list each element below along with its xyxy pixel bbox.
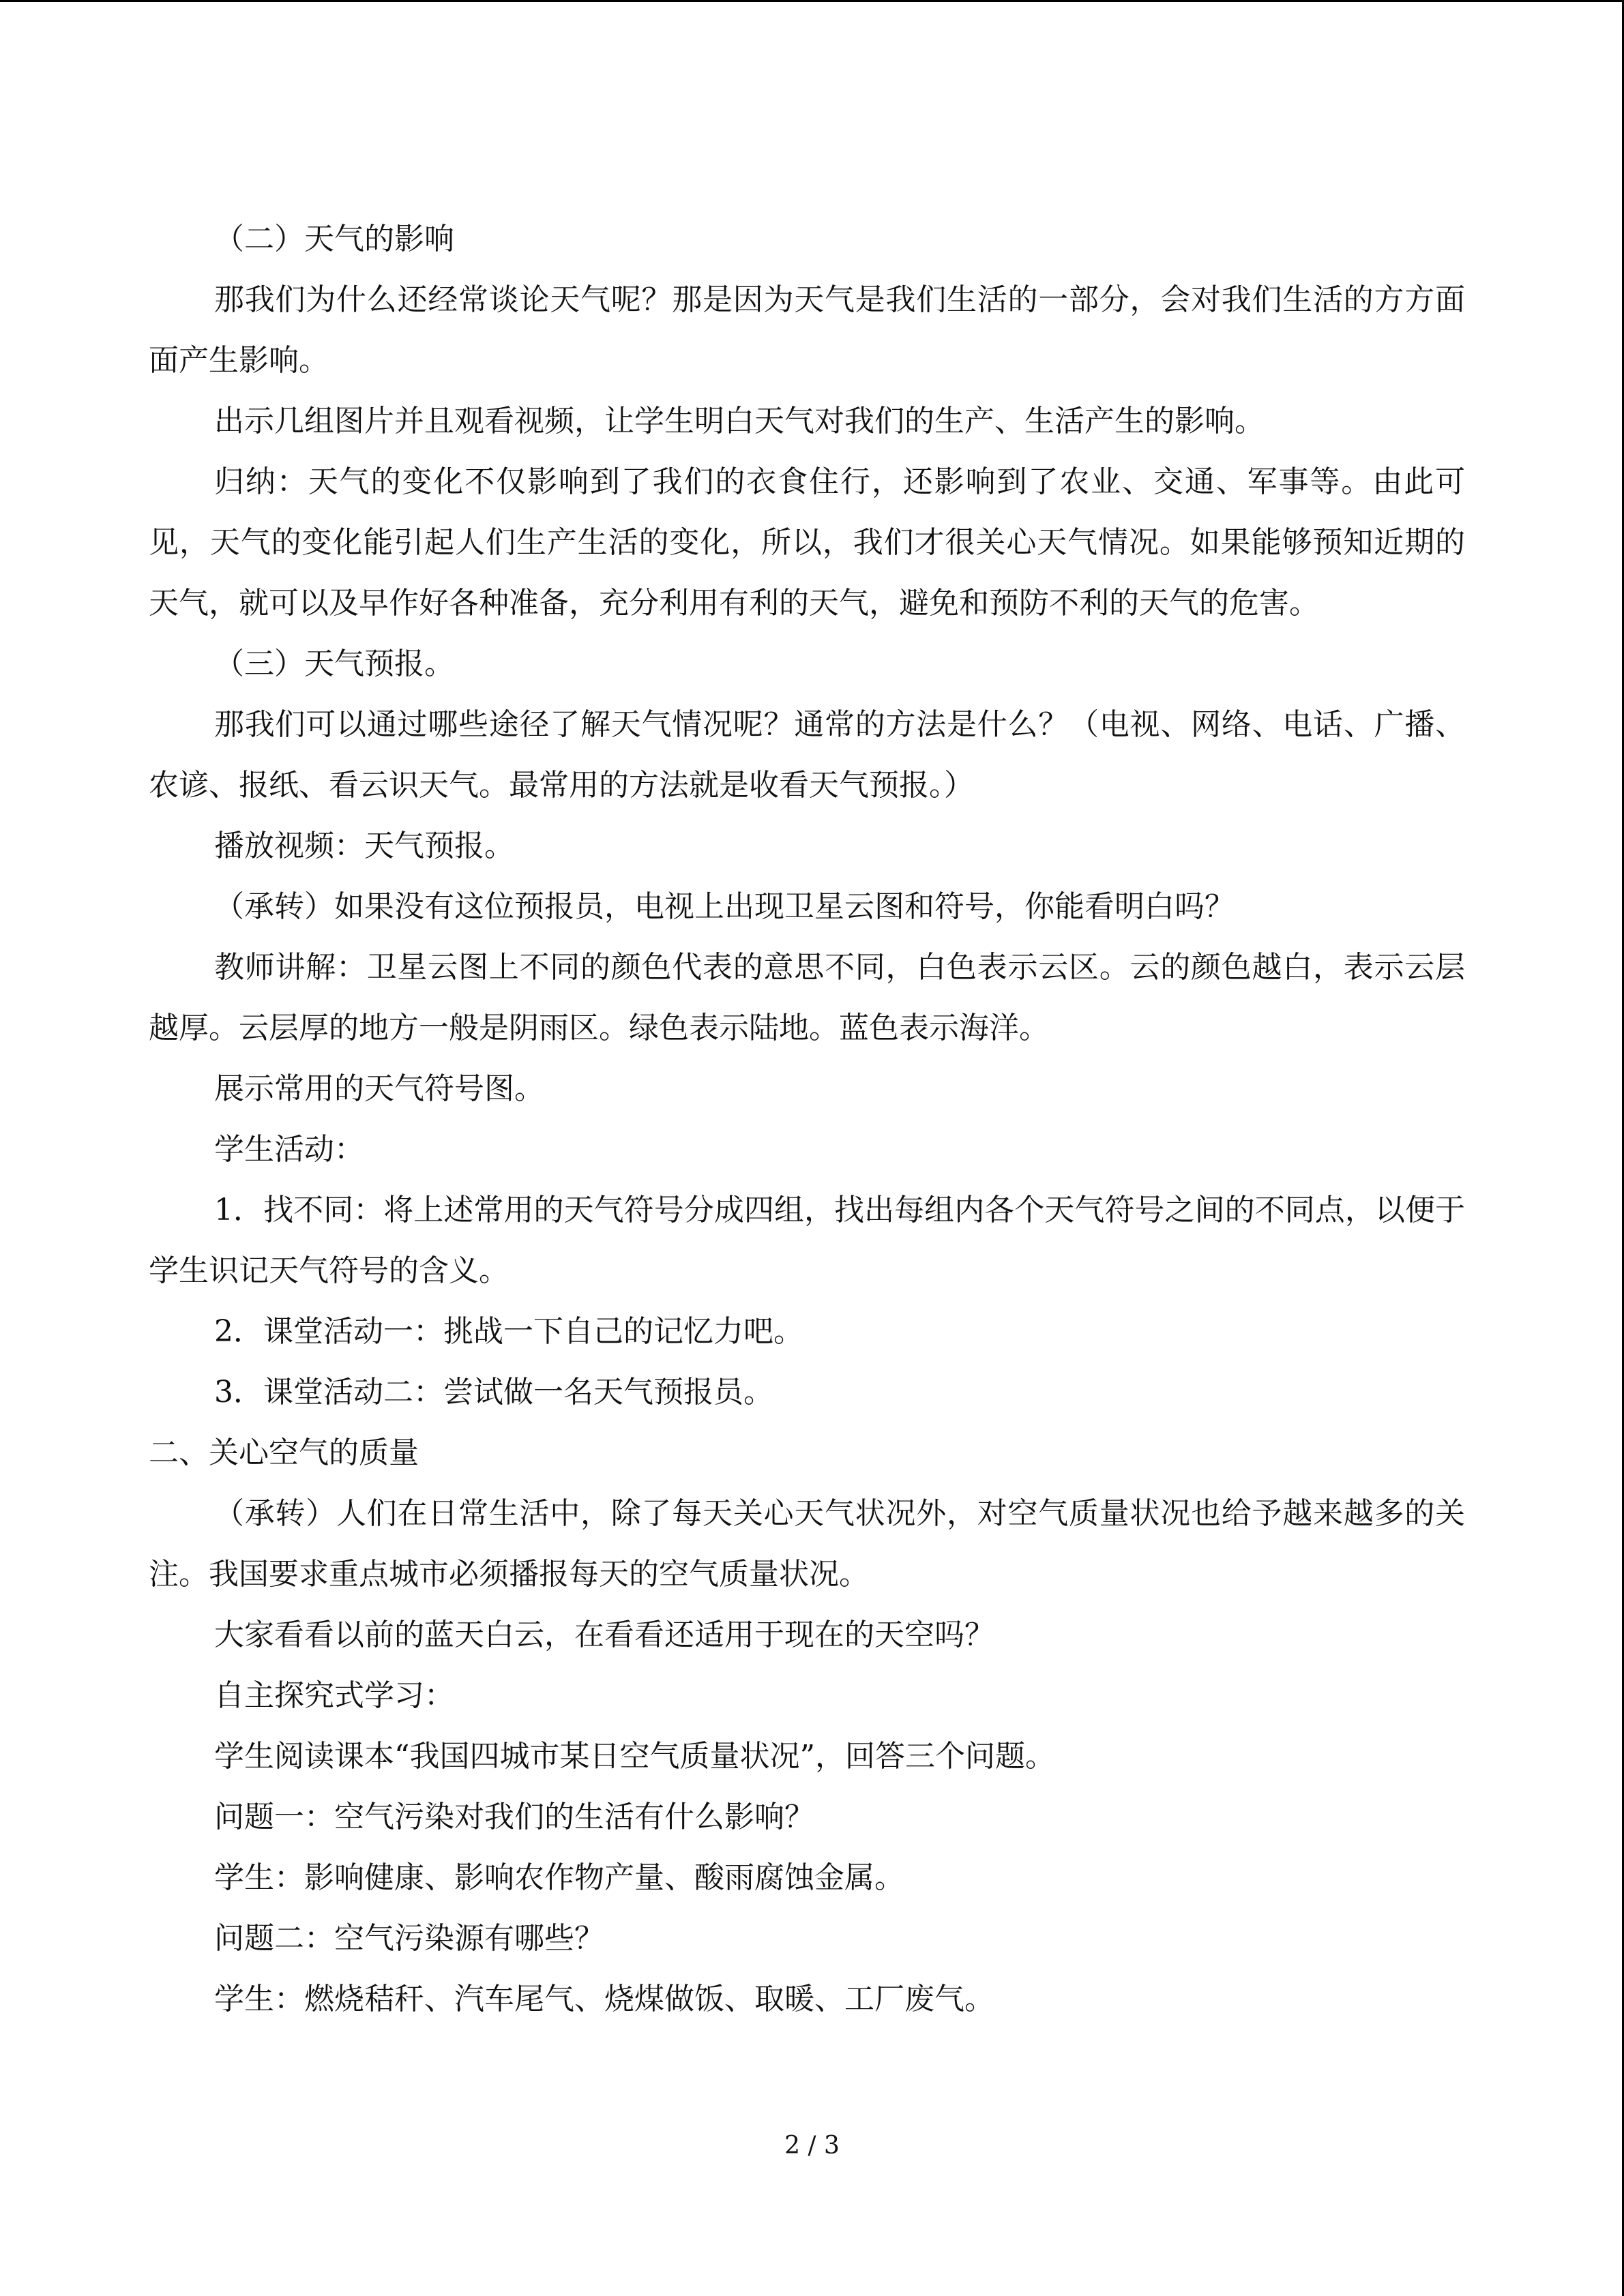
paragraph: 大家看看以前的蓝天白云，在看看还适用于现在的天空吗？	[214, 1617, 994, 1652]
paragraph: 问题二：空气污染源有哪些？	[214, 1921, 604, 1956]
paragraph: （承转）人们在日常生活中，除了每天关心天气状况外，对空气质量状况也给予越来越多的关注。我国要求重点城市必须播报每天的空气质量状况。	[149, 1496, 1465, 1592]
paragraph: 学生：影响健康、影响农作物产量、酸雨腐蚀金属。	[214, 1860, 904, 1895]
paragraph: 教师讲解：卫星云图上不同的颜色代表的意思不同，白色表示云区。云的颜色越白，表示云层越厚。云层厚的地方一般是阴雨区。绿色表示陆地。蓝色表示海洋。	[149, 950, 1465, 1045]
paragraph: 学生：燃烧秸秆、汽车尾气、烧煤做饭、取暖、工厂废气。	[214, 1982, 994, 2016]
paragraph: 问题一：空气污染对我们的生活有什么影响？	[214, 1800, 814, 1834]
paragraph: 那我们为什么还经常谈论天气呢？那是因为天气是我们生活的一部分，会对我们生活的方方面面产生影响。	[149, 282, 1465, 378]
list-item: 3．课堂活动二：尝试做一名天气预报员。	[214, 1375, 773, 1410]
list-item: 1．找不同：将上述常用的天气符号分成四组，找出每组内各个天气符号之间的不同点，以便于学生识记天气符号的含义。	[149, 1193, 1465, 1288]
paragraph: 展示常用的天气符号图。	[214, 1071, 544, 1106]
paragraph: 学生阅读课本“我国四城市某日空气质量状况”，回答三个问题。	[214, 1739, 1055, 1774]
paragraph: 学生活动：	[214, 1132, 364, 1167]
paragraph: 归纳：天气的变化不仅影响到了我们的衣食住行，还影响到了农业、交通、军事等。由此可见，天气的变化能引起人们生产生活的变化，所以，我们才很关心天气情况。如果能够预知近期的天气，就可以及早作好各种准备，充分利用有利的天气，避免和预防不利的天气的危害。	[149, 464, 1465, 621]
paragraph: 那我们可以通过哪些途径了解天气情况呢？通常的方法是什么？（电视、网络、电话、广播、农谚、报纸、看云识天气。最常用的方法就是收看天气预报。）	[149, 707, 1465, 803]
paragraph: （承转）如果没有这位预报员，电视上出现卫星云图和符号，你能看明白吗？	[214, 889, 1235, 924]
paragraph: 自主探究式学习：	[214, 1678, 454, 1713]
section-heading-weather-impact: （二）天气的影响	[214, 222, 454, 256]
page-number: 2 / 3	[784, 2132, 840, 2160]
list-item: 2．课堂活动一：挑战一下自己的记忆力吧。	[214, 1314, 803, 1349]
paragraph: 出示几组图片并且观看视频，让学生明白天气对我们的生产、生活产生的影响。	[214, 404, 1265, 438]
document-body	[149, 209, 1465, 2029]
section-heading-weather-forecast: （三）天气预报。	[214, 646, 454, 681]
section-heading-air-quality: 二、关心空气的质量	[149, 1435, 419, 1470]
top-border-line	[0, 0, 1624, 2]
paragraph: 播放视频：天气预报。	[214, 829, 514, 863]
